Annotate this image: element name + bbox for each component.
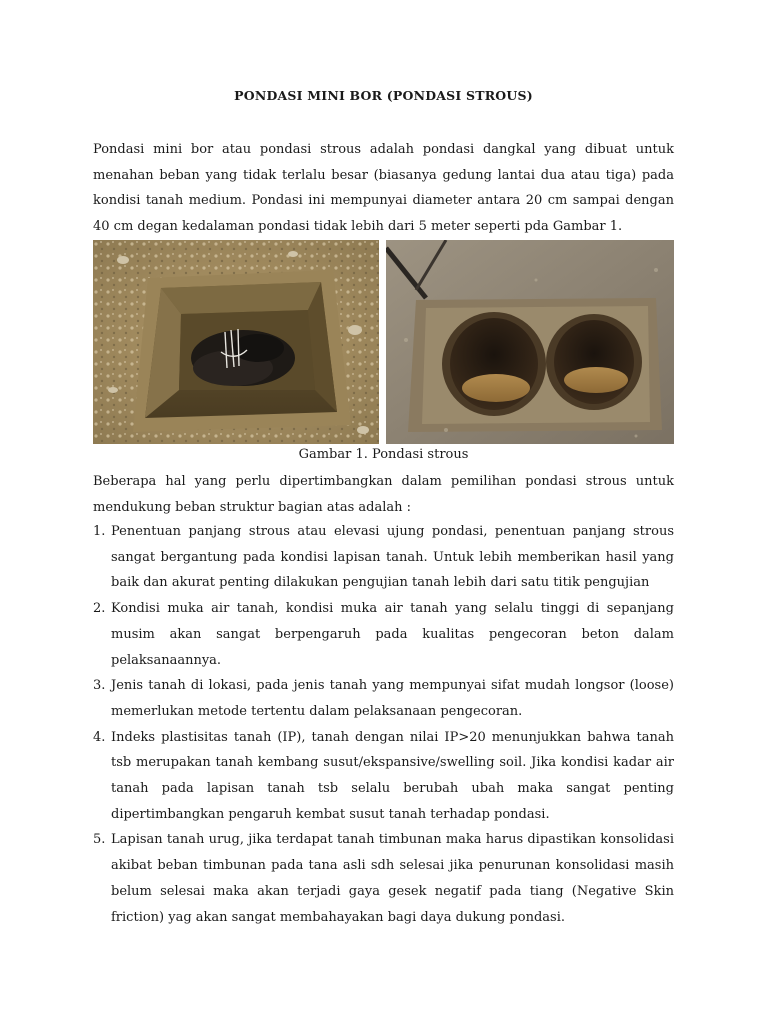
list-item-text: Penentuan panjang strous atau elevasi ujung pondasi, penentuan panjang strous sangat bergantung pada kondisi lapisan tanah. Untuk lebih memberikan hasil yang baik dan akurat penting dilakukan pengujian tanah lebih dari satu titik pengujian — [111, 524, 674, 591]
list-item-text: Lapisan tanah urug, jika terdapat tanah timbunan maka harus dipastikan konsolidasi akibat beban timbunan pada tana asli sdh selesai jika penurunan konsolidasi masih belum selesai maka akan terjadi gaya gesek negatif pada tiang (Negative Skin friction) yag akan sangat membahayakan bagi daya dukung pondasi. — [111, 832, 674, 925]
page-title: PONDASI MINI BOR (PONDASI STROUS) — [234, 88, 533, 103]
list-item-number: 2. — [93, 601, 106, 617]
considerations-intro: Beberapa hal yang perlu dipertimbangkan dalam pemilihan pondasi strous untuk mendukung beban struktur bagian atas adalah : — [93, 474, 674, 515]
list-item — [93, 827, 674, 930]
list-item-text: Jenis tanah di lokasi, pada jenis tanah yang mempunyai sifat mudah longsor (loose) memerlukan metode tertentu dalam pelaksanaan pengecoran. — [111, 678, 674, 719]
list-item-text: Kondisi muka air tanah, kondisi muka air tanah yang selalu tinggi di sepanjang musim akan sangat berpengaruh pada kualitas pengecoran beton dalam pelaksanaannya. — [111, 601, 674, 668]
figure-photos — [93, 240, 674, 444]
list-item-text: Indeks plastisitas tanah (IP), tanah dengan nilai IP>20 menunjukkan bahwa tanah tsb merupakan tanah kembang susut/ekspansive/swelling soil. Jika kondisi kadar air tanah pada lapisan tanah tsb selalu berubah ubah maka sangat penting dipertimbangkan pengaruh kembat susut tanah terhadap pondasi. — [111, 729, 674, 822]
list-item-number: 4. — [93, 729, 106, 745]
list-item — [93, 596, 674, 673]
figure-caption: Gambar 1. Pondasi strous — [298, 447, 469, 462]
square-pit-photo — [93, 240, 379, 444]
list-item — [93, 519, 674, 596]
list-item-number: 5. — [93, 832, 106, 848]
considerations-list — [93, 519, 674, 930]
list-item-number: 1. — [93, 524, 106, 539]
list-item — [93, 725, 674, 828]
list-item — [93, 673, 674, 724]
intro-paragraph: Pondasi mini bor atau pondasi strous adalah pondasi dangkal yang dibuat untuk menahan beban yang tidak terlalu besar (biasanya gedung lantai dua atau tiga) pada kondisi tanah medium. Pondasi ini mempunyai diameter antara 20 cm sampai dengan 40 cm degan kedalaman pondasi tidak lebih dari 5 meter seperti pda Gambar 1. — [93, 142, 674, 235]
bore-holes-photo — [386, 240, 674, 444]
list-item-number: 3. — [93, 678, 106, 694]
